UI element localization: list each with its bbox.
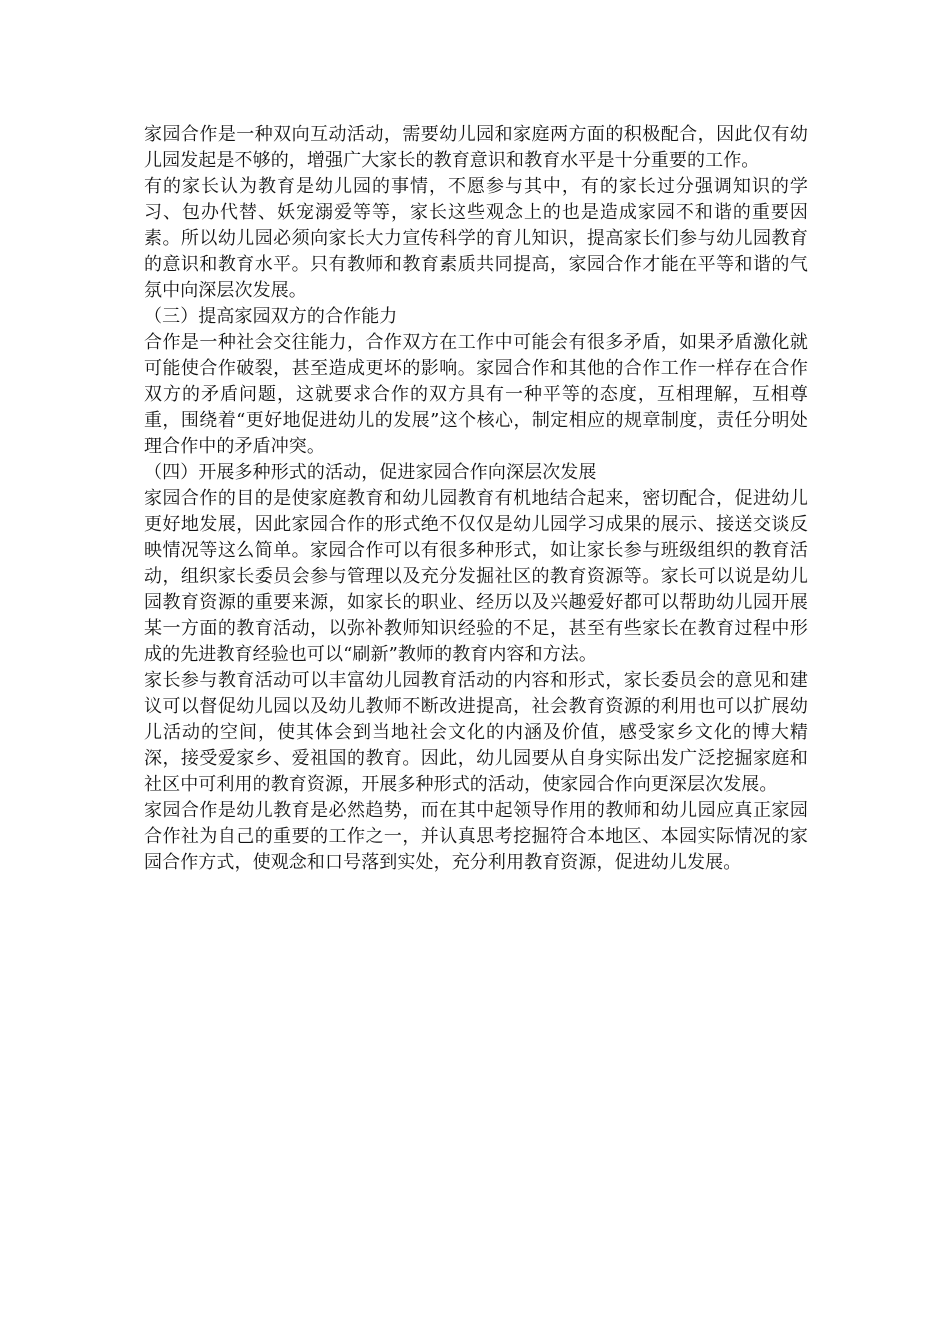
paragraph-2: 有的家长认为教育是幼儿园的事情，不愿参与其中，有的家长过分强调知识的学习、包办代替、妖宠溺爱等等，家长这些观念上的也是造成家园不和谐的重要因素。所以幼儿园必须向家长大力宣传科学的育儿知识，提高家长们参与幼儿园教育的意识和教育水平。只有教师和教育素质共同提高，家园合作才能在平等和谐的气氛中向深层次发展。 — [144, 176, 808, 301]
section-heading-4: （四）开展多种形式的活动，促进家园合作向深层次发展 — [144, 462, 597, 483]
document-body — [144, 122, 808, 876]
paragraph-1: 家园合作是一种双向互动活动，需要幼儿园和家庭两方面的积极配合，因此仅有幼儿园发起是不够的，增强广大家长的教育意识和教育水平是十分重要的工作。 — [144, 124, 808, 171]
paragraph-5: 家长参与教育活动可以丰富幼儿园教育活动的内容和形式，家长委员会的意见和建议可以督促幼儿园以及幼儿教师不断改进提高，社会教育资源的利用也可以扩展幼儿活动的空间，使其体会到当地社会文化的内涵及价值，感受家乡文化的博大精深，接受爱家乡、爱祖国的教育。因此，幼儿园要从自身实际出发广泛挖掘家庭和社区中可利用的教育资源，开展多种形式的活动，使家园合作向更深层次发展。 — [144, 670, 808, 795]
paragraph-3: 合作是一种社会交往能力，合作双方在工作中可能会有很多矛盾，如果矛盾激化就可能使合作破裂，甚至造成更坏的影响。家园合作和其他的合作工作一样存在合作双方的矛盾问题，这就要求合作的双方具有一种平等的态度，互相理解，互相尊重，围绕着“更好地促进幼儿的发展”这个核心，制定相应的规章制度，责任分明处理合作中的矛盾冲突。 — [144, 332, 808, 457]
paragraph-4: 家园合作的目的是使家庭教育和幼儿园教育有机地结合起来，密切配合，促进幼儿更好地发展，因此家园合作的形式绝不仅仅是幼儿园学习成果的展示、接送交谈反映情况等这么简单。家园合作可以有很多种形式，如让家长参与班级组织的教育活动，组织家长委员会参与管理以及充分发掘社区的教育资源等。家长可以说是幼儿园教育资源的重要来源，如家长的职业、经历以及兴趣爱好都可以帮助幼儿园开展某一方面的教育活动，以弥补教师知识经验的不足，甚至有些家长在教育过程中形成的先进教育经验也可以“刷新”教师的教育内容和方法。 — [144, 488, 808, 665]
paragraph-6: 家园合作是幼儿教育是必然趋势，而在其中起领导作用的教师和幼儿园应真正家园合作社为自己的重要的工作之一，并认真思考挖掘符合本地区、本园实际情况的家园合作方式，使观念和口号落到实处，充分利用教育资源，促进幼儿发展。 — [144, 800, 808, 873]
section-heading-3: （三）提高家园双方的合作能力 — [144, 306, 398, 327]
